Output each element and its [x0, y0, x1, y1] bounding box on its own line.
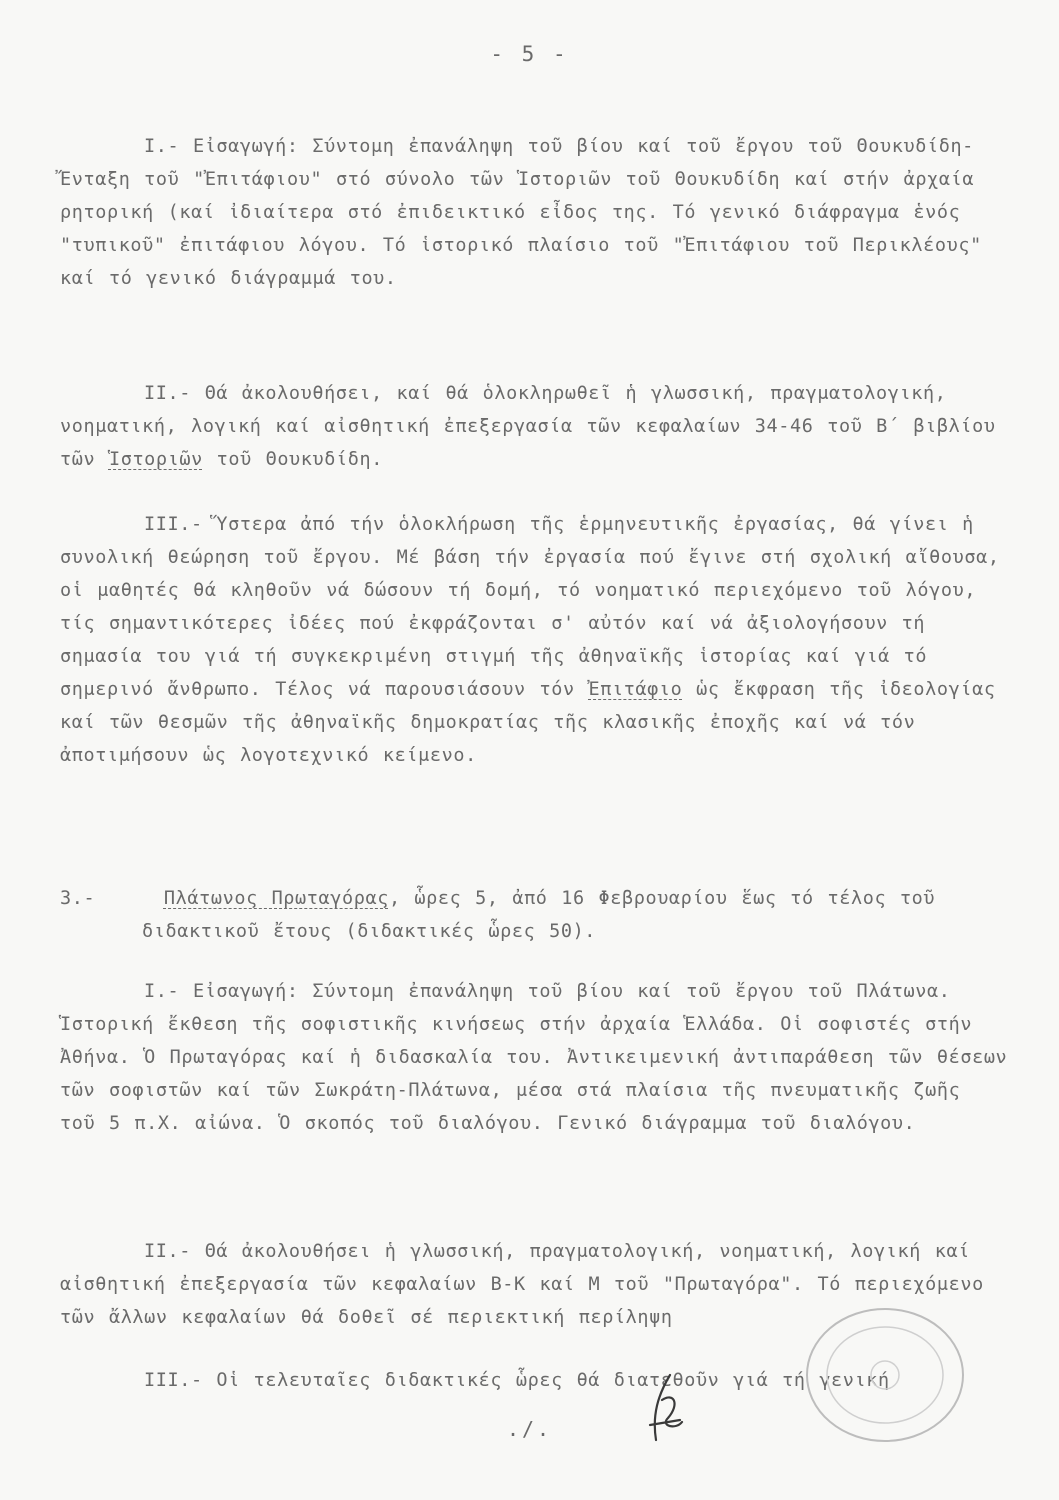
text-segment: ὡς ἔκφραση τῆς ἰδεολογίας καί τῶν θεσμῶν τῆς ἀθηναϊκῆς δημοκρατίας τῆς κλασικῆς ἐποχῆς καί νά τόν ἀποτιμήσουν ὡς λογοτεχνικό κείμενο.: [60, 679, 996, 766]
continuation-mark: ./.: [506, 1417, 553, 1441]
underlined-title-protagoras: Πλάτωνος Πρωταγόρας: [163, 888, 389, 909]
item-3-protagoras: [60, 882, 1008, 948]
underlined-title-historion: Ἱστοριῶν: [108, 449, 203, 470]
paragraph-synthesis-thucydides: [60, 508, 1008, 772]
paragraph-processing-plato: II.- Θά ἀκολουθήσει ἡ γλωσσική, πραγματολογική, νοηματική, λογική καί αἰσθητική ἐπεξεργασία τῶν κεφαλαίων Β-Κ καί Μ τοῦ "Πρωταγόρα". Τό περιεχόμενο τῶν ἄλλων κεφαλαίων θά δοθεῖ σέ περιεκτική περίληψη: [60, 1241, 984, 1328]
text-segment: III.- Ὕστερα ἀπό τήν ὁλοκλήρωση τῆς ἑρμηνευτικῆς ἐργασίας, θά γίνει ἡ συνολική θεώρηση τοῦ ἔργου. Μέ βάση τήν ἐργασία πού ἔγινε στή σχολική αἴθουσα, οἱ μαθητές θά κληθοῦν νά δώσουν τή δομή, τό νοηματικό περιεχόμενο τοῦ λόγου, τίς σημαντικότερες ἰδέες πού ἐκφράζονται σ' αὐτόν καί νά ἀξιολογήσουν τή σημασία του γιά τή συγκεκριμένη στιγμή τῆς ἀθηναϊκῆς ἱστορίας καί γιά τό σημερινό ἄνθρωπο. Τέλος νά παρουσιάσουν τόν: [60, 514, 1000, 700]
text-segment: II.- Θά ἀκολουθήσει, καί θά ὁλοκληρωθεῖ ἡ γλωσσική, πραγματολογική, νοηματική, λογική καί αἰσθητική ἐπεξεργασία τῶν κεφαλαίων 34-46 τοῦ Β΄ βιβλίου τῶν: [60, 383, 996, 470]
paragraph-final-hours: III.- Οἱ τελευταῖες διδακτικές ὧρες θά διατεθοῦν γιά τή γενική: [144, 1370, 890, 1391]
paragraph-processing-thucydides: [60, 377, 1008, 476]
text-segment: τοῦ Θουκυδίδη.: [216, 449, 383, 470]
page-number: - 5 -: [490, 42, 569, 66]
paragraph-intro-thucydides: I.- Εἰσαγωγή: Σύντομη ἐπανάληψη τοῦ βίου καί τοῦ ἔργου τοῦ Θουκυδίδη-Ἔνταξη τοῦ "Ἐπιτάφιου" στό σύνολο τῶν Ἱστοριῶν τοῦ Θουκυδίδη καί στήν ἀρχαία ρητορική (καί ἰδιαίτερα στό ἐπιδεικτικό εἶδος της. Τό γενικό διάφραγμα ἑνός "τυπικοῦ" ἐπιτάφιου λόγου. Τό ἱστορικό πλαίσιο τοῦ "Ἐπιτάφιου τοῦ Περικλέους" καί τό γενικό διάγραμμά του.: [60, 136, 982, 289]
text-segment: , ὧρες 5, ἀπό 16 Φεβρουαρίου ἕως τό τέλος τοῦ διδακτικοῦ ἔτους (διδακτικές ὧρες 50).: [142, 888, 936, 942]
item-number: 3.-: [60, 888, 96, 909]
paragraph-intro-plato: I.- Εἰσαγωγή: Σύντομη ἐπανάληψη τοῦ βίου καί τοῦ ἔργου τοῦ Πλάτωνα. Ἱστορική ἔκθεση τῆς σοφιστικῆς κινήσεως στήν ἀρχαία Ἑλλάδα. Οἱ σοφιστές στήν Ἀθήνα. Ὁ Πρωταγόρας καί ἡ διδασκαλία του. Ἀντικειμενική ἀντιπαράθεση τῶν θέσεων τῶν σοφιστῶν καί τῶν Σωκράτη-Πλάτωνα, μέσα στά πλαίσια τῆς πνευματικῆς ζωῆς τοῦ 5 π.Χ. αἰώνα. Ὁ σκοπός τοῦ διαλόγου. Γενικό διάγραμμα τοῦ διαλόγου.: [60, 981, 1008, 1134]
underlined-title-epitafios: Ἐπιτάφιο: [588, 679, 683, 700]
